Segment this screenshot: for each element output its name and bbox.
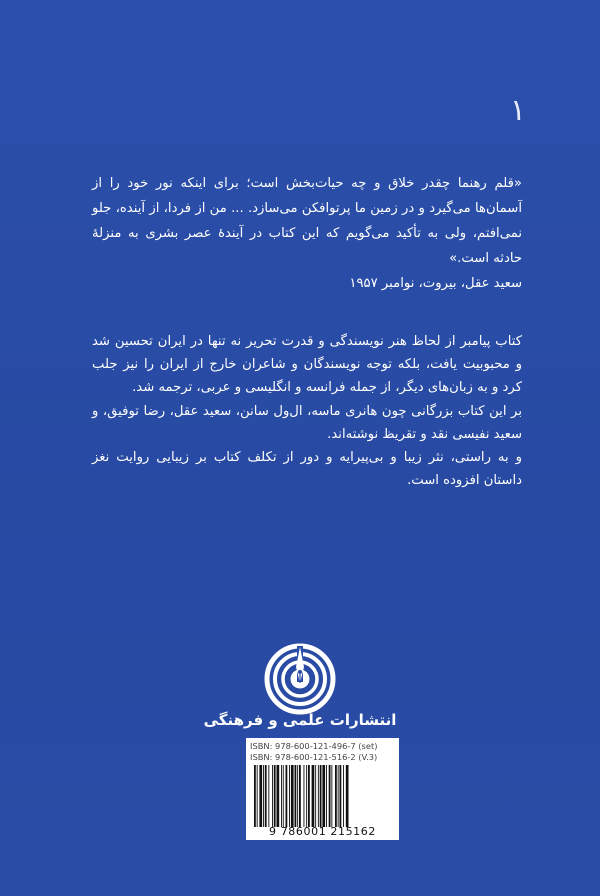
barcode-digits: 9 786001 215162 <box>269 825 376 838</box>
quote-text: «قلم رهنما چقدر خلاق و چه حیات‌بخش است؛ برای اینکه نور خود را از آسمان‌ها می‌گیرد و در زمین ما پرتوافکن می‌سازد. ... من از فردا، از آینده، جلو نمی‌افتم، ولی به تأکید می‌گویم که این کتاب در آیندهٔ عصر بشری به منزلهٔ حادثه است.» <box>92 176 522 266</box>
description-paragraph: بر این کتاب بزرگانی چون هانری ماسه، ال‌ول سانن، سعید عقل، رضا توفیق، و سعید نفیسی نقد و تقریظ نوشته‌اند. <box>92 403 522 442</box>
barcode-graphic <box>252 765 393 827</box>
isbn-set: ISBN: 978-600-121-496-7 (set) <box>250 741 378 751</box>
book-description <box>92 330 522 492</box>
isbn-barcode-label <box>246 738 399 840</box>
description-paragraph: کتاب پیامبر از لحاظ هنر نویسندگی و قدرت تحریر نه تنها در ایران تحسین شد و محبوبیت یافت، بلکه توجه نویسندگان و شاعران خارج از ایران را نیز جلب کرد و به زبان‌های دیگر، از جمله فرانسه و انگلیسی و عربی، ترجمه شد. <box>92 334 522 396</box>
quote-attribution: سعید عقل، بیروت، نوامبر ۱۹۵۷ <box>349 276 522 291</box>
page-number: ۱ <box>509 93 526 128</box>
description-paragraph: و به راستی، نثر زیبا و بی‌پیرایه و دور از تکلف کتاب بر زیبایی روایت نغز داستان افزوده است. <box>92 450 522 489</box>
publisher-logo-icon <box>262 643 338 719</box>
isbn-volume: ISBN: 978-600-121-516-2 (V.3) <box>250 752 378 762</box>
publisher-name: انتشارات علمی و فرهنگی <box>203 711 397 729</box>
